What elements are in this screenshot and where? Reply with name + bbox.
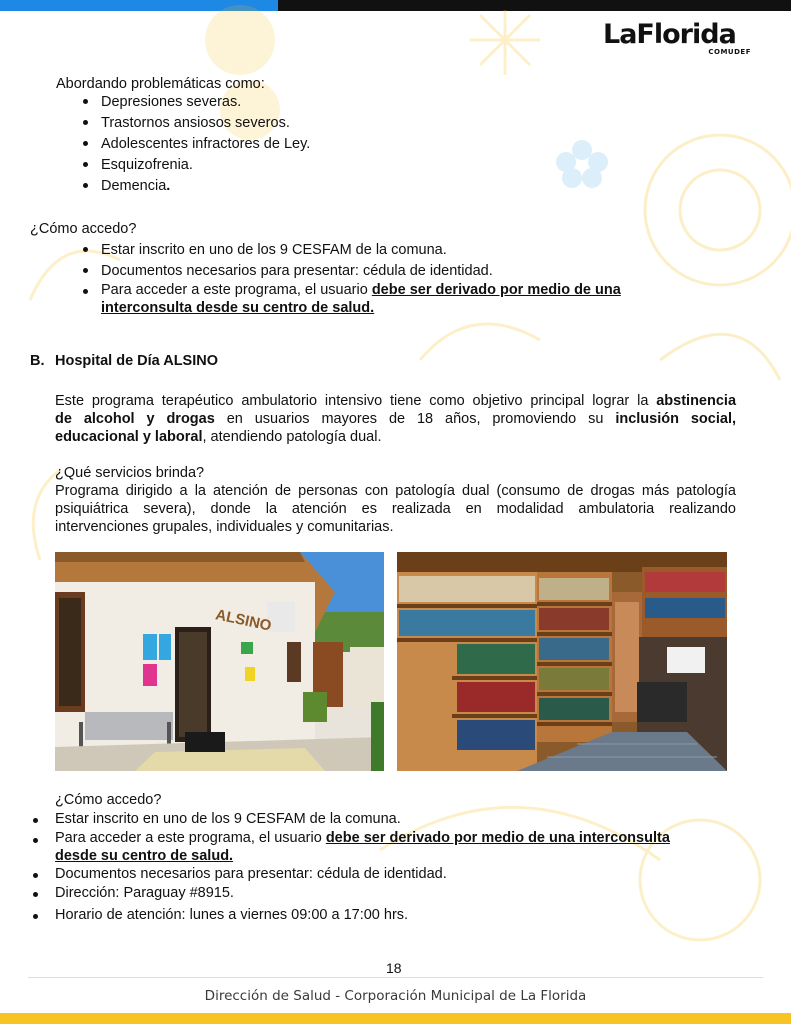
access-item: Documentos necesarios para presentar: cédula de identidad. [101, 263, 493, 279]
services-line: psiquiátrica severa), donde la atención es realizada en modalidad ambulatoria realizando [55, 501, 736, 517]
section-b-title: Hospital de Día ALSINO [55, 353, 219, 369]
bold-span: inclusión social, [615, 411, 737, 427]
section-b-paragraph-line [55, 410, 736, 428]
section-b-paragraph-line [55, 428, 381, 446]
access-text: Para acceder a este programa, el usuario [55, 830, 326, 846]
bold-span: de alcohol y drogas [55, 411, 215, 427]
bold-span: abstinencia [656, 393, 737, 409]
access-item: Documentos necesarios para presentar: cédula de identidad. [55, 866, 447, 882]
logo-subtext: COMUDEF [708, 48, 751, 56]
services-line: intervenciones grupales, individuales y comunitarias. [55, 519, 394, 535]
photo-building-entrance [55, 552, 384, 771]
bullet [83, 183, 88, 188]
top-bar-blue [0, 0, 278, 11]
access-emphasis-line2: desde su centro de salud. [55, 848, 234, 864]
bullet [83, 99, 88, 104]
bullet [83, 120, 88, 125]
top-bar-dark [278, 0, 791, 11]
condition-text: Demencia [101, 178, 167, 194]
bullet [33, 873, 38, 878]
building-illustration [55, 552, 384, 771]
condition-item: Adolescentes infractores de Ley. [101, 136, 311, 152]
access-item: Horario de atención: lunes a viernes 09:00 a 17:00 hrs. [55, 907, 409, 923]
bullet [83, 289, 88, 294]
text-span: en usuarios mayores de 18 años, promoviendo su [226, 411, 604, 427]
bullet [33, 818, 38, 823]
access-emphasis: debe ser derivado por medio de una [371, 282, 621, 298]
bold-span: educacional y laboral [55, 429, 203, 445]
section-a-intro: Abordando problemáticas como: [56, 76, 265, 92]
section-b-access-heading: ¿Cómo accedo? [55, 792, 162, 808]
access-item: Estar inscrito en uno de los 9 CESFAM de la comuna. [55, 811, 401, 827]
access-emphasis-line2: interconsulta desde su centro de salud. [101, 300, 375, 316]
access-item: Estar inscrito en uno de los 9 CESFAM de la comuna. [101, 242, 447, 258]
condition-item: Esquizofrenia. [101, 157, 193, 173]
page-number: 18 [386, 960, 402, 976]
photo-library-bookshelves [397, 552, 727, 771]
text-span: Este programa terapéutico ambulatorio intensivo tiene como objetivo principal lograr la [55, 393, 649, 409]
services-line: Programa dirigido a la atención de personas con patología dual (consumo de drogas más patología [55, 483, 736, 499]
logo-wordmark: LaFlorida [603, 19, 736, 50]
footer-text: Dirección de Salud - Corporación Municipal de La Florida [204, 988, 587, 1004]
alsino-sign: ALSINO [213, 606, 273, 635]
bullet [83, 247, 88, 252]
condition-item [101, 177, 170, 195]
bottom-bar [0, 1013, 791, 1024]
condition-period: . [166, 178, 171, 194]
access-emphasis: debe ser derivado por medio de una interconsulta [325, 830, 670, 846]
section-b-letter: B. [30, 353, 45, 369]
condition-item: Depresiones severas. [101, 94, 242, 110]
bullet [33, 892, 38, 897]
bullet [83, 141, 88, 146]
services-heading: ¿Qué servicios brinda? [55, 465, 205, 481]
footer-divider [28, 977, 763, 978]
bookshelf-illustration [397, 552, 727, 771]
bullet [33, 838, 38, 843]
bullet [83, 162, 88, 167]
access-item [55, 829, 670, 847]
access-item [101, 281, 621, 299]
section-b-paragraph-line [55, 392, 736, 410]
access-item: Dirección: Paraguay #8915. [55, 885, 234, 901]
bullet [33, 914, 38, 919]
text-span: , atendiendo patología dual. [202, 429, 382, 445]
la-florida-logo [603, 20, 755, 60]
access-text: Para acceder a este programa, el usuario [101, 282, 372, 298]
section-a-access-heading: ¿Cómo accedo? [30, 221, 137, 237]
bullet [83, 268, 88, 273]
condition-item: Trastornos ansiosos severos. [101, 115, 290, 131]
